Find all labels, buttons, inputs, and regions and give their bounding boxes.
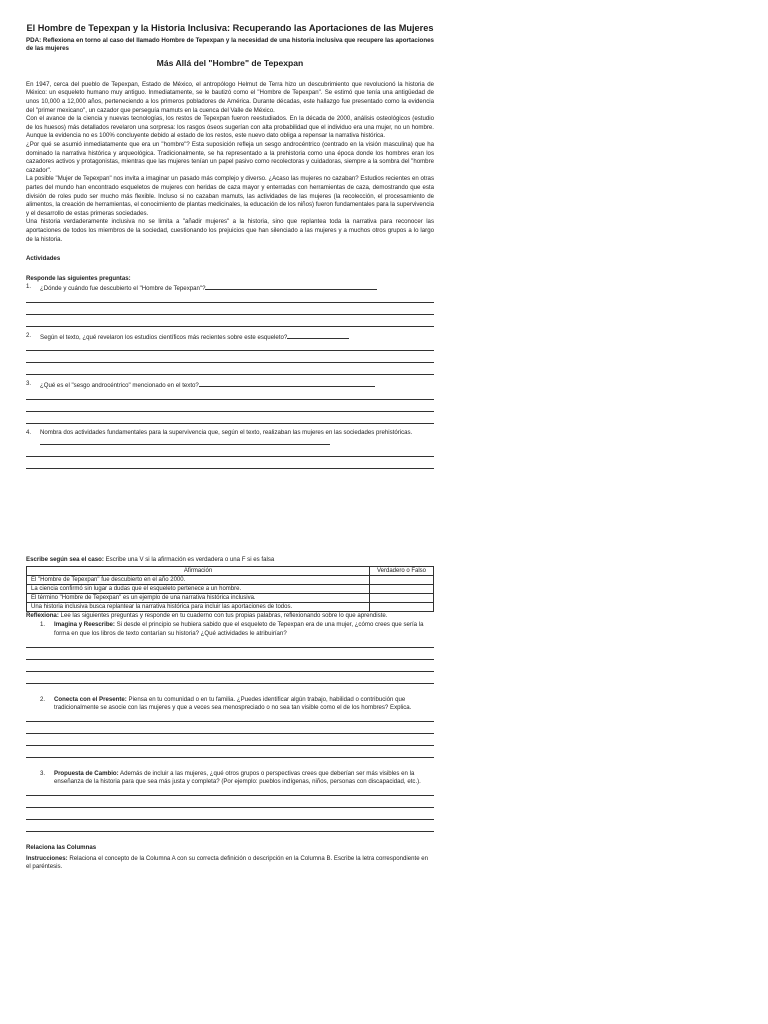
statement-cell: La ciencia confirmó sin lugar a dudas que el esqueleto pertenece a un hombre. — [27, 584, 370, 593]
matching-label: Instrucciones: — [26, 854, 68, 862]
answer-cell[interactable] — [370, 593, 434, 602]
answer-line[interactable] — [205, 283, 377, 290]
question-2 — [26, 332, 434, 343]
activities-instruction: Responde las siguientes preguntas: — [26, 274, 131, 282]
answer-line[interactable] — [26, 351, 434, 363]
answer-cell[interactable] — [370, 602, 434, 611]
table-row — [27, 575, 434, 584]
reflection-text: Lee las siguientes preguntas y responde en tu cuaderno con tus propias palabras, reflexionando sobre lo que aprendiste. — [58, 611, 388, 619]
question-1 — [26, 283, 434, 294]
item-text: Si desde el principio se hubiera sabido que el esqueleto de Tepexpan era de una mujer, ¿cómo crees que sería la forma en que los libros de texto contarían su historia? ¿Qué actividades le atribuirían? — [54, 621, 424, 638]
question-text: ¿Qué es el "sesgo androcéntrico" mencionado en el texto? — [40, 382, 199, 390]
answer-line[interactable] — [26, 400, 434, 412]
answer-line[interactable] — [26, 639, 434, 648]
item-title: Propuesta de Cambio: — [54, 769, 119, 777]
answer-line[interactable] — [26, 457, 434, 469]
answer-line[interactable] — [287, 332, 349, 339]
answer-cell[interactable] — [370, 575, 434, 584]
reflection-item-3 — [40, 770, 434, 787]
answer-line[interactable] — [26, 796, 434, 808]
item-text: Piensa en tu comunidad o en tu familia. ¿Puedes identificar algún trabajo, habilidad o contribución que tradicionalmente se asocie con las mujeres y que a veces sea menospreciado o no sea tan visible como el de los hombres? Explica. — [54, 695, 412, 712]
question-number: 4. — [26, 429, 32, 437]
reflection-label: Reflexiona: — [26, 611, 59, 619]
pda-statement: PDA: Reflexiona en torno al caso del llamado Hombre de Tepexpan y la necesidad de una historia inclusiva que recupere las aportaciones de las mujeres — [26, 37, 434, 53]
answer-line[interactable] — [26, 672, 434, 684]
true-false-label: Escribe según sea el caso: — [26, 556, 104, 564]
item-text: Además de incluir a las mujeres, ¿qué otros grupos o perspectivas crees que deberían ser más visibles en la enseñanza de la historia para que sea más justa y completa? (Por ejemplo: pueblos indígenas, niños, personas con discapacidad, etc.). — [54, 769, 421, 786]
reading-paragraph-3: ¿Por qué se asumió inmediatamente que era un "hombre"? Esta suposición refleja un sesgo androcéntrico (centrado en la visión masculina) que ha dominado la narrativa histórica y arqueológica. Tradicionalmente, se ha representado a la prehistoria como una época donde los hombres eran los cazadores activos y protagonistas, mientras que las mujeres tenían un papel pasivo como recolectoras y cuidadoras, siempre a la sombra del "hombre cazador". — [26, 140, 434, 174]
question-text: Nombra dos actividades fundamentales para la supervivencia que, según el texto, realizaban las mujeres en las sociedades prehistóricas. — [40, 429, 413, 437]
answer-line[interactable] — [26, 746, 434, 758]
question-number: 2. — [26, 331, 32, 339]
page-title: El Hombre de Tepexpan y la Historia Inclusiva: Recuperando las Aportaciones de las Mujeres — [26, 23, 434, 33]
answer-line[interactable] — [26, 303, 434, 315]
answer-line[interactable] — [26, 448, 434, 457]
reflection-instruction — [26, 612, 434, 621]
statement-cell: El término "Hombre de Tepexpan" es un ejemplo de una narrativa histórica inclusiva. — [27, 593, 370, 602]
answer-line[interactable] — [26, 342, 434, 351]
question-3 — [26, 380, 434, 391]
activities-heading: Actividades — [26, 255, 61, 263]
item-number: 3. — [40, 769, 46, 777]
reading-paragraph-1: En 1947, cerca del pueblo de Tepexpan, Estado de México, el antropólogo Helmut de Terra hizo un descubrimiento que revolucionó la historia de México: un esqueleto humano muy antiguo. Inmediatamente, se le bautizó como el "Hombre de Tepexpan". Se estimó que tenía una antigüedad de unos 10,000 a 12,000 años, perteneciendo a los primeros pobladores de América. Durante décadas, este hallazgo fue presentado como la evidencia del "primer mexicano", un cazador que perseguía mamuts en la cuenca del Valle de México. — [26, 80, 434, 114]
answer-line[interactable] — [26, 648, 434, 660]
answer-cell[interactable] — [370, 584, 434, 593]
item-title: Imagina y Reescribe: — [54, 621, 115, 629]
reading-paragraph-5: Una historia verdaderamente inclusiva no se limita a "añadir mujeres" a la historia, sino que replantea toda la narrativa para reconocer las aportaciones de todos los miembros de la sociedad, cuestionando los prejuicios que han silenciado a las mujeres y a muchos otros grupos a lo largo de la historia. — [26, 218, 434, 243]
table-header-answer: Verdadero o Falso — [370, 566, 434, 575]
answer-line[interactable] — [26, 363, 434, 375]
reading-paragraph-4: La posible "Mujer de Tepexpan" nos invita a imaginar un pasado más complejo y diverso. ¿Acaso las mujeres no cazaban? Estudios recientes en otras partes del mundo han encontrado esqueletos de mujeres con heridas de caza mayor y enterradas con herramientas de caza, demostrando que esta división de roles pudo ser mucho más flexible. Incluso si no cazaban mamuts, las actividades de las mujeres (la recolección, el procesamiento de alimentos, la creación de herramientas, el conocimiento de plantas medicinales, la educación de los niños) fueron fundamentales para la supervivencia y el desarrollo de estas primeras sociedades. — [26, 175, 434, 217]
item-title: Conecta con el Presente: — [54, 695, 127, 703]
matching-heading: Relaciona las Columnas — [26, 844, 97, 851]
table-row — [27, 593, 434, 602]
answer-line[interactable] — [199, 380, 375, 387]
true-false-instruction — [26, 556, 434, 565]
table-header-statement: Afirmación — [27, 566, 370, 575]
answer-line[interactable] — [26, 391, 434, 400]
statement-cell: Una historia inclusiva busca replantear la narrativa histórica para incluir las aportaciones de todos. — [27, 602, 370, 611]
answer-line[interactable] — [40, 438, 330, 445]
reflection-item-2 — [40, 696, 434, 713]
question-text: ¿Dónde y cuándo fue descubierto el "Hombre de Tepexpan"? — [40, 285, 206, 293]
statement-cell: El "Hombre de Tepexpan" fue descubierto en el año 2000. — [27, 575, 370, 584]
answer-line[interactable] — [26, 787, 434, 796]
item-number: 1. — [40, 621, 46, 629]
true-false-table — [26, 566, 434, 612]
question-number: 1. — [26, 283, 32, 291]
question-number: 3. — [26, 380, 32, 388]
reading-paragraph-2: Con el avance de la ciencia y nuevas tecnologías, los restos de Tepexpan fueron reestudiados. En la década de 2000, análisis osteológicos (estudio de los huesos) más detallados revelaron una sorpresa: los rasgos óseos sugerían con alta probabilidad que el individuo era una mujer, no un hombre. Aunque la evidencia no es 100% concluyente debido al estado de los restos, este nuevo dato obliga a repensar la narrativa histórica. — [26, 115, 434, 140]
answer-line[interactable] — [26, 734, 434, 746]
answer-line[interactable] — [26, 294, 434, 303]
answer-line[interactable] — [26, 820, 434, 832]
answer-line[interactable] — [26, 412, 434, 424]
table-row — [27, 602, 434, 611]
answer-line[interactable] — [26, 315, 434, 327]
table-header-row — [27, 566, 434, 575]
answer-line[interactable] — [26, 660, 434, 672]
table-row — [27, 584, 434, 593]
question-text: Según el texto, ¿qué revelaron los estudios científicos más recientes sobre este esqueleto? — [40, 333, 288, 341]
answer-line[interactable] — [26, 808, 434, 820]
item-number: 2. — [40, 695, 46, 703]
reflection-item-1 — [40, 621, 434, 638]
answer-line[interactable] — [26, 713, 434, 722]
matching-text: Relaciona el concepto de la Columna A con su correcta definición o descripción en la Columna B. Escribe la letra correspondiente en el paréntesis. — [26, 854, 429, 871]
true-false-text: Escribe una V si la afirmación es verdadera o una F si es falsa — [103, 556, 275, 564]
worksheet-page — [26, 22, 434, 872]
matching-instruction — [26, 855, 434, 872]
answer-line[interactable] — [26, 722, 434, 734]
question-4 — [26, 429, 434, 448]
reading-subtitle: Más Allá del "Hombre" de Tepexpan — [156, 57, 304, 68]
